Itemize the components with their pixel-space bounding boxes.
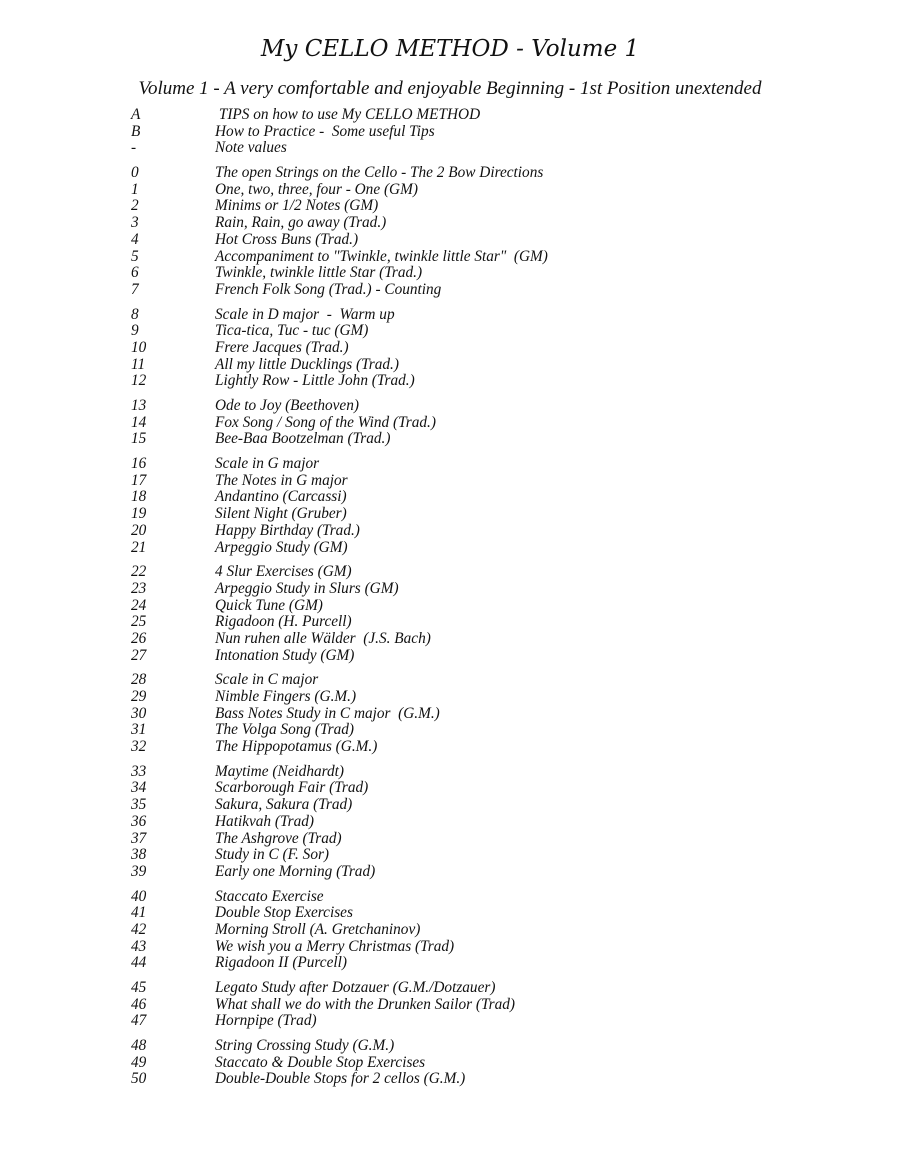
toc-entry	[131, 489, 831, 506]
toc-entry-number: 16	[131, 455, 147, 473]
toc-entry	[131, 814, 831, 831]
toc-entry	[131, 764, 831, 781]
toc-entry	[131, 706, 831, 723]
toc-entry-number: 49	[131, 1053, 147, 1071]
toc-entry	[131, 847, 831, 864]
toc-entry	[131, 249, 831, 266]
toc-entry	[131, 182, 831, 199]
toc-entry-number: 31	[131, 721, 147, 739]
toc-entry	[131, 140, 831, 157]
toc-entry-title: TIPS on how to use My CELLO METHOD	[215, 106, 481, 123]
toc-entry	[131, 614, 831, 631]
toc-entry-title: French Folk Song (Trad.) - Counting	[215, 280, 442, 298]
toc-entry-number: 6	[131, 264, 139, 282]
toc-entry-title: Scarborough Fair (Trad)	[215, 779, 369, 797]
toc-entry-title: Maytime (Neidhardt)	[215, 762, 345, 780]
toc-entry-number: 48	[131, 1037, 147, 1055]
toc-group	[131, 165, 831, 299]
toc-entry-number: 0	[131, 164, 139, 182]
toc-entry-title: Rigadoon (H. Purcell)	[215, 613, 352, 631]
toc-group	[131, 456, 831, 556]
toc-entry-title: Nun ruhen alle Wälder (J.S. Bach)	[215, 629, 431, 647]
toc-entry-title: Staccato Exercise	[215, 887, 324, 905]
toc-entry	[131, 648, 831, 665]
toc-entry	[131, 282, 831, 299]
page-title: My CELLO METHOD - Volume 1	[260, 36, 640, 62]
toc-entry-number: -	[131, 139, 137, 157]
toc-entry	[131, 523, 831, 540]
toc-entry-title: Double-Double Stops for 2 cellos (G.M.)	[215, 1070, 466, 1088]
toc-entry-title: Happy Birthday (Trad.)	[215, 521, 360, 539]
toc-entry-title: Legato Study after Dotzauer (G.M./Dotzauer)	[215, 979, 496, 996]
toc-entry	[131, 215, 831, 232]
toc-entry-title: Morning Stroll (A. Gretchaninov)	[215, 920, 421, 938]
toc-entry-title: Minims or 1/2 Notes (GM)	[215, 197, 379, 215]
toc-entry	[131, 905, 831, 922]
toc-entry-title: Fox Song / Song of the Wind (Trad.)	[215, 413, 436, 431]
toc-entry-title: Quick Tune (GM)	[215, 596, 323, 614]
toc-entry-number: 7	[131, 280, 139, 298]
toc-entry-number: 50	[131, 1070, 147, 1088]
toc-group	[131, 1038, 831, 1088]
toc-entry-number: 30	[131, 704, 147, 722]
toc-entry-number: 25	[131, 613, 147, 631]
toc-entry-title: The Volga Song (Trad)	[215, 721, 354, 739]
toc-entry	[131, 997, 831, 1014]
toc-entry-number: 47	[131, 1012, 147, 1030]
toc-entry-title: Early one Morning (Trad)	[215, 862, 376, 880]
toc-entry-number: 12	[131, 372, 147, 390]
toc-entry-number: 19	[131, 505, 147, 523]
toc-group	[131, 398, 831, 448]
toc-entry-title: Silent Night (Gruber)	[215, 505, 347, 523]
toc-entry-title: Bee-Baa Bootzelman (Trad.)	[215, 430, 391, 448]
toc-entry	[131, 722, 831, 739]
toc-entry-number: 36	[131, 812, 147, 830]
toc-group	[131, 307, 831, 390]
toc-entry-title: String Crossing Study (G.M.)	[215, 1037, 395, 1055]
toc-entry-title: Note values	[215, 139, 287, 157]
toc-entry-number: 28	[131, 671, 147, 689]
toc-entry-title: Hatikvah (Trad)	[215, 812, 314, 830]
toc-entry-title: Ode to Joy (Beethoven)	[215, 397, 359, 414]
toc-entry-number: 8	[131, 305, 139, 323]
toc-entry-title: The open Strings on the Cello - The 2 Bow Directions	[215, 164, 544, 182]
toc-entry-title: What shall we do with the Drunken Sailor (Trad)	[215, 995, 515, 1013]
toc-entry-title: Frere Jacques (Trad.)	[215, 338, 349, 356]
toc-entry	[131, 456, 831, 473]
toc-entry	[131, 631, 831, 648]
toc-entry-number: 2	[131, 197, 139, 215]
toc-entry-number: 41	[131, 904, 147, 922]
toc-entry	[131, 340, 831, 357]
toc-entry-title: One, two, three, four - One (GM)	[215, 180, 418, 198]
toc-entry	[131, 739, 831, 756]
toc-entry-title: Hornpipe (Trad)	[215, 1012, 317, 1030]
toc-entry-title: The Notes in G major	[215, 471, 348, 489]
toc-entry-title: 4 Slur Exercises (GM)	[215, 563, 352, 581]
toc-entry-number: 26	[131, 629, 147, 647]
toc-entry-title: Arpeggio Study (GM)	[215, 538, 348, 556]
toc-entry-number: 18	[131, 488, 147, 506]
toc-entry-title: How to Practice - Some useful Tips	[215, 122, 435, 140]
toc-entry	[131, 473, 831, 490]
toc-entry	[131, 373, 831, 390]
toc-entry	[131, 198, 831, 215]
toc-entry	[131, 922, 831, 939]
toc-entry-number: 17	[131, 471, 147, 489]
toc-entry-title: Scale in C major	[215, 671, 319, 689]
toc-entry	[131, 506, 831, 523]
toc-entry	[131, 540, 831, 557]
toc-entry-title: The Ashgrove (Trad)	[215, 829, 342, 847]
toc-entry	[131, 165, 831, 182]
toc-entry	[131, 124, 831, 141]
toc-entry-number: 33	[131, 762, 147, 780]
toc-entry-number: 1	[131, 180, 139, 198]
toc-entry-title: The Hippopotamus (G.M.)	[215, 738, 378, 756]
toc-entry-number: 5	[131, 247, 139, 265]
toc-entry-number: 32	[131, 738, 147, 756]
toc-entry	[131, 1013, 831, 1030]
toc-group	[131, 980, 831, 1030]
page-subtitle: Volume 1 - A very comfortable and enjoyable Beginning - 1st Position unextended	[138, 78, 762, 99]
toc-entry-title: Rigadoon II (Purcell)	[215, 954, 347, 972]
toc-group	[131, 889, 831, 972]
toc-entry	[131, 939, 831, 956]
toc-entry-title: Scale in G major	[215, 455, 320, 473]
toc-entry-number: 3	[131, 214, 139, 232]
toc-entry-number: 37	[131, 829, 147, 847]
toc-group	[131, 764, 831, 881]
toc-entry-number: 14	[131, 413, 147, 431]
toc-entry-title: Hot Cross Buns (Trad.)	[215, 230, 359, 248]
toc-entry-number: 42	[131, 920, 147, 938]
toc-entry	[131, 797, 831, 814]
toc-entry-number: 13	[131, 397, 147, 414]
toc-entry	[131, 689, 831, 706]
toc-entry-title: Intonation Study (GM)	[215, 646, 355, 664]
toc-entry-title: Nimble Fingers (G.M.)	[215, 688, 357, 705]
toc-group	[131, 107, 831, 157]
toc-entry	[131, 1071, 831, 1088]
toc-entry-number: 45	[131, 979, 147, 996]
toc-entry-title: Rain, Rain, go away (Trad.)	[215, 214, 387, 232]
toc-entry	[131, 307, 831, 324]
toc-entry	[131, 889, 831, 906]
toc-entry	[131, 581, 831, 598]
toc-entry-number: 44	[131, 954, 147, 972]
toc-entry	[131, 431, 831, 448]
toc-entry	[131, 980, 831, 997]
toc-entry	[131, 265, 831, 282]
toc-entry-title: All my little Ducklings (Trad.)	[215, 355, 399, 373]
toc-entry	[131, 780, 831, 797]
toc-entry	[131, 323, 831, 340]
toc-entry-number: 11	[131, 355, 146, 373]
toc-entry-title: Double Stop Exercises	[215, 904, 353, 922]
toc-entry	[131, 415, 831, 432]
toc-entry	[131, 232, 831, 249]
toc-entry-number: 29	[131, 688, 147, 705]
toc-entry	[131, 831, 831, 848]
toc-entry-title: Staccato & Double Stop Exercises	[215, 1053, 426, 1071]
toc-entry-number: B	[131, 122, 141, 140]
toc-entry-number: 20	[131, 521, 147, 539]
toc-entry-number: 22	[131, 563, 147, 581]
toc-entry-title: Sakura, Sakura (Trad)	[215, 796, 353, 814]
toc-entry	[131, 398, 831, 415]
toc-entry-number: 38	[131, 846, 147, 864]
toc-entry-number: 23	[131, 579, 147, 597]
toc-entry-title: Tica-tica, Tuc - tuc (GM)	[215, 322, 369, 340]
toc-entry	[131, 672, 831, 689]
toc-entry	[131, 1055, 831, 1072]
toc-entry-number: 27	[131, 646, 147, 664]
toc-entry	[131, 955, 831, 972]
toc-entry-number: 24	[131, 596, 147, 614]
toc-entry-title: Scale in D major - Warm up	[215, 305, 395, 323]
toc-entry-number: 39	[131, 862, 147, 880]
toc-entry-title: Bass Notes Study in C major (G.M.)	[215, 704, 440, 722]
toc-entry-title: Twinkle, twinkle little Star (Trad.)	[215, 264, 423, 282]
toc-entry-number: 34	[131, 779, 147, 797]
toc-entry	[131, 357, 831, 374]
toc-entry-number: A	[131, 106, 141, 123]
table-of-contents	[131, 107, 831, 1096]
toc-group	[131, 672, 831, 755]
toc-entry-number: 40	[131, 887, 147, 905]
toc-entry-number: 15	[131, 430, 147, 448]
toc-entry-title: We wish you a Merry Christmas (Trad)	[215, 937, 455, 955]
toc-entry-number: 35	[131, 796, 147, 814]
toc-entry-number: 9	[131, 322, 139, 340]
toc-entry	[131, 107, 831, 124]
toc-entry-title: Accompaniment to "Twinkle, twinkle little Star" (GM)	[215, 247, 548, 265]
toc-entry-number: 10	[131, 338, 147, 356]
toc-entry-number: 46	[131, 995, 147, 1013]
toc-group	[131, 564, 831, 664]
toc-entry	[131, 598, 831, 615]
toc-entry-number: 21	[131, 538, 147, 556]
toc-entry	[131, 1038, 831, 1055]
toc-entry-number: 4	[131, 230, 139, 248]
toc-entry-title: Arpeggio Study in Slurs (GM)	[215, 579, 399, 597]
toc-entry	[131, 864, 831, 881]
toc-entry-title: Lightly Row - Little John (Trad.)	[215, 372, 415, 390]
toc-entry	[131, 564, 831, 581]
toc-entry-number: 43	[131, 937, 147, 955]
toc-entry-title: Study in C (F. Sor)	[215, 846, 330, 864]
toc-entry-title: Andantino (Carcassi)	[215, 488, 347, 506]
